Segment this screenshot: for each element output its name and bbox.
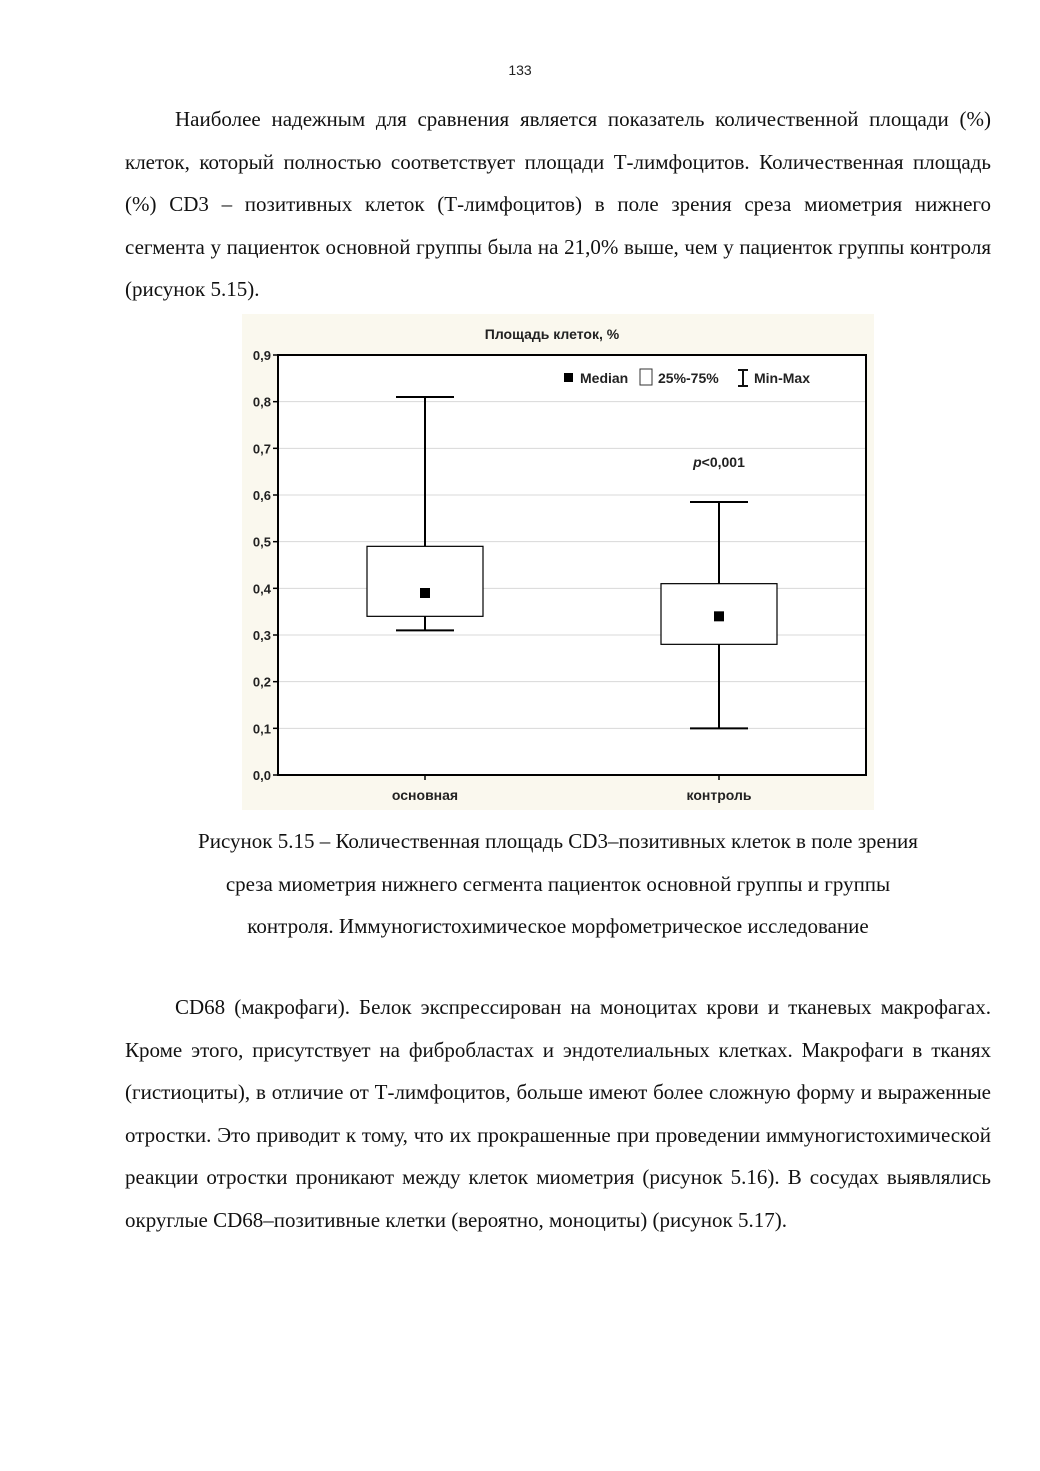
figure-caption	[125, 820, 991, 948]
median-marker	[420, 588, 430, 598]
p-value-annotation	[692, 454, 745, 470]
x-category-label: контроль	[686, 787, 752, 803]
x-category-label: основная	[391, 787, 459, 803]
legend-whisker-label: Min-Max	[754, 370, 810, 386]
legend-median-icon	[564, 373, 573, 382]
y-tick-label: 0,1	[252, 721, 271, 737]
box-iqr	[367, 546, 483, 616]
page-number: 133	[508, 62, 532, 78]
y-tick-label: 0,0	[252, 768, 271, 783]
box-plot-figure	[242, 314, 874, 810]
caption-line-1: Рисунок 5.15 – Количественная площадь CD3–позитивных клеток в поле зрения	[198, 829, 918, 853]
chart-title: Площадь клеток, %	[484, 326, 620, 342]
caption-line-3: контроля. Иммуногистохимическое морфометрическое исследование	[247, 914, 869, 938]
y-tick-label: 0,4	[252, 581, 271, 597]
y-tick-label: 0,9	[252, 348, 271, 363]
y-tick-label: 0,8	[252, 394, 271, 410]
plot-area	[278, 355, 866, 775]
y-tick-label: 0,6	[252, 488, 271, 503]
box-plot-chart	[242, 314, 874, 810]
legend-box-label: 25%-75%	[658, 370, 719, 386]
p-value-text: <0,001	[701, 454, 745, 470]
p-value-symbol: p	[693, 454, 702, 470]
paragraph-2: CD68 (макрофаги). Белок экспрессирован на моноцитах крови и тканевых макрофагах. Кроме этого, присутствует на фибробластах и эндотелиальных клетках. Макрофаги в тканях (гистиоциты), в отличие от Т-лимфоцитов, больше имеют более сложную форму и выраженные отростки. Это приводит к тому, что их прокрашенные при проведении иммуногистохимической реакции отростки проникают между клеток миометрия (рисунок 5.16). В сосудах выявлялись округлые CD68–позитивные клетки (вероятно, моноциты) (рисунок 5.17).	[125, 995, 991, 1232]
legend-median-label: Median	[580, 370, 629, 386]
y-tick-label: 0,5	[252, 534, 271, 550]
caption-line-2: среза миометрия нижнего сегмента пациенток основной группы и группы	[225, 871, 891, 896]
median-marker	[714, 611, 724, 621]
legend-box-icon	[640, 369, 652, 385]
y-tick-label: 0,7	[252, 441, 271, 457]
y-tick-label: 0,3	[252, 628, 271, 643]
y-tick-label: 0,2	[252, 674, 271, 690]
paragraph-1: Наиболее надежным для сравнения является показатель количественной площади (%) клеток, который полностью соответствует площади Т-лимфоцитов. Количественная площадь (%) CD3 – позитивных клеток (Т-лимфоцитов) в поле зрения среза миометрия нижнего сегмента у пациенток основной группы была на 21,0% выше, чем у пациенток группы контроля (рисунок 5.15).	[125, 107, 991, 301]
